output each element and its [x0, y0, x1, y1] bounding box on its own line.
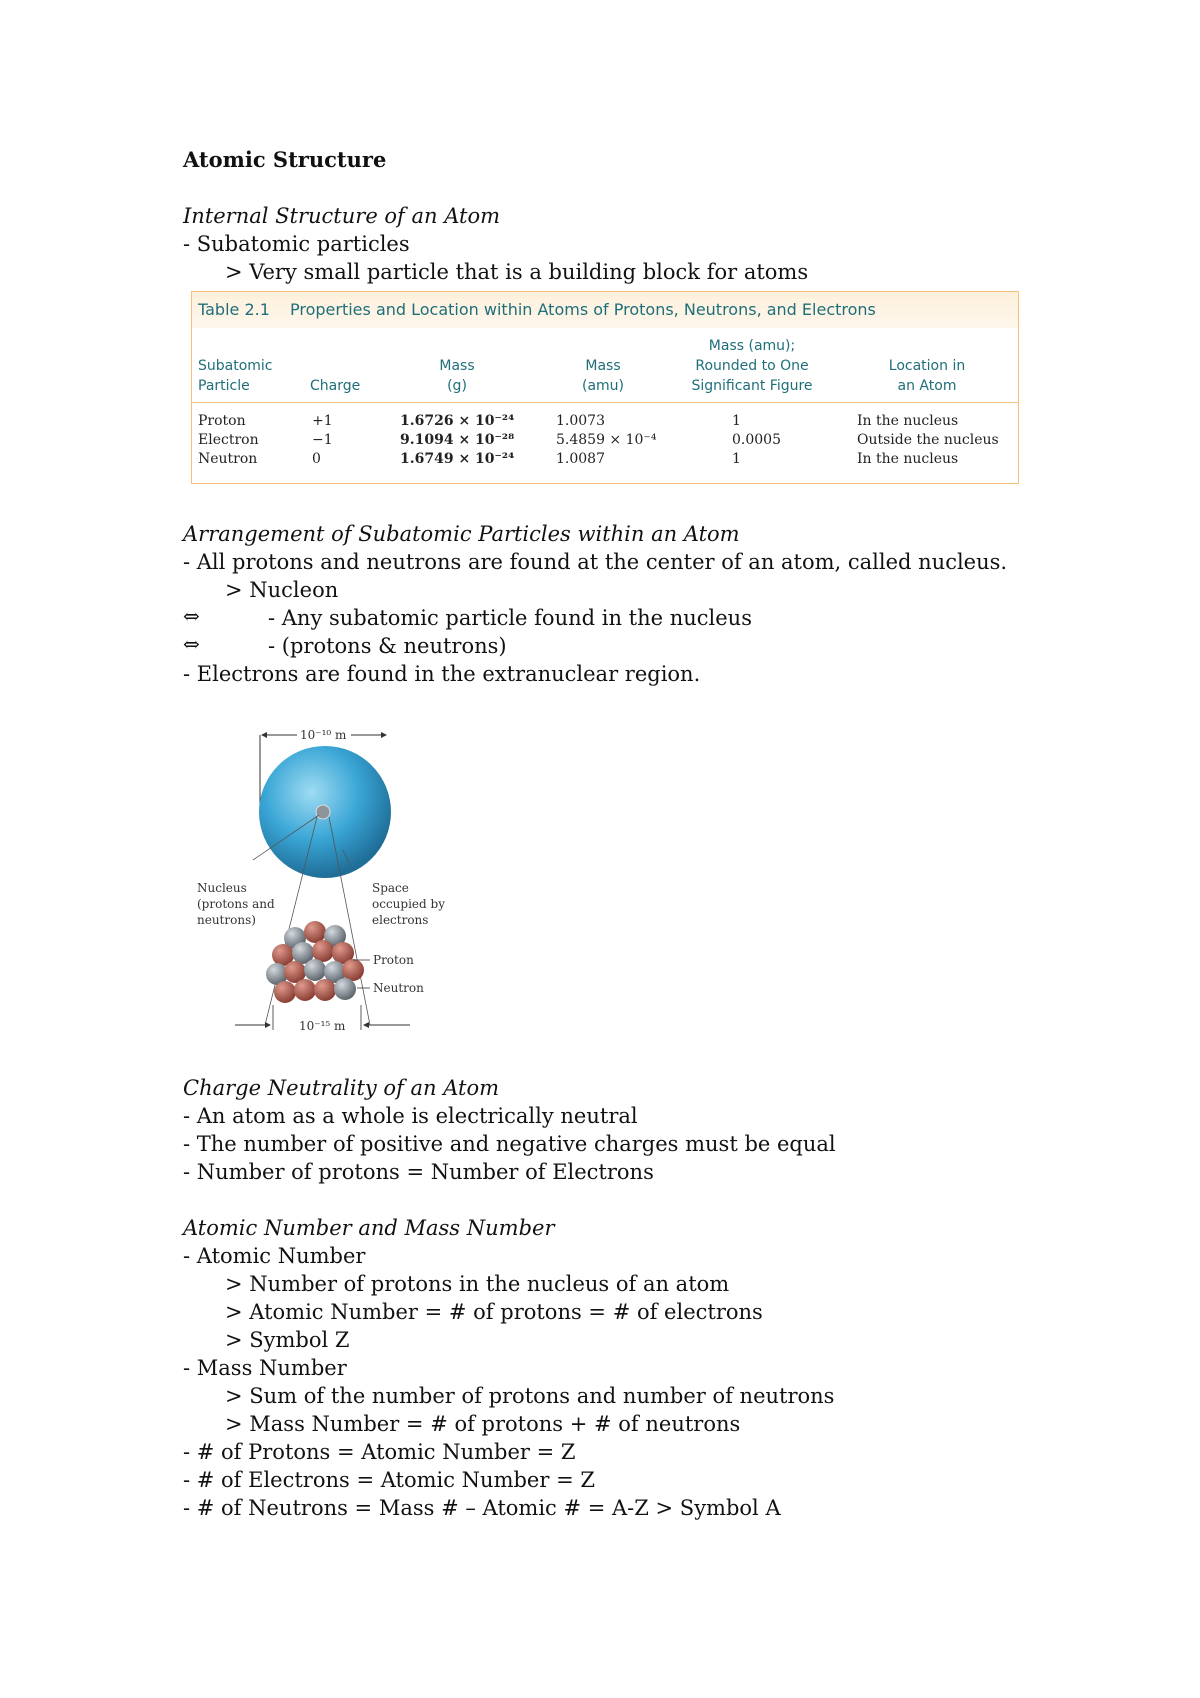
text-line: - Subatomic particles [183, 232, 410, 256]
bullet-arrow-icon: ⇔ [183, 632, 200, 656]
text-line: > Symbol Z [225, 1328, 350, 1352]
col-header-particle: Subatomic Particle [198, 358, 273, 394]
text-line: - # of Neutrons = Mass # – Atomic # = A-Z > Symbol A [183, 1496, 781, 1520]
text-line: - Mass Number [183, 1356, 347, 1380]
text-line: > Mass Number = # of protons + # of neutrons [225, 1412, 741, 1436]
cell-location: Outside the nucleus [857, 432, 999, 448]
col-header-charge: Charge [310, 378, 361, 394]
col-header-mass-g: Mass (g) [439, 358, 475, 394]
cell-rounded: 1 [732, 451, 741, 467]
cell-charge: 0 [312, 451, 321, 467]
proton-label: Proton [373, 953, 414, 967]
table-title: Properties and Location within Atoms of Protons, Neutrons, and Electrons [290, 300, 876, 319]
document-title: Atomic Structure [183, 147, 387, 172]
table-divider [192, 402, 1018, 403]
cell-charge: +1 [312, 413, 333, 429]
text-line: - # of Protons = Atomic Number = Z [183, 1440, 576, 1464]
cell-mass-g: 1.6749 × 10⁻²⁴ [400, 451, 515, 467]
text-line: - The number of positive and negative charges must be equal [183, 1132, 836, 1156]
cell-mass-amu: 1.0073 [556, 413, 605, 429]
section-heading-internal-structure: Internal Structure of an Atom [183, 204, 501, 228]
properties-table [191, 291, 1019, 484]
cell-particle: Proton [198, 413, 246, 429]
bullet-text: - (protons & neutrons) [268, 634, 507, 658]
bullet-arrow-icon: ⇔ [183, 604, 200, 628]
text-line: - All protons and neutrons are found at the center of an atom, called nucleus. [183, 550, 1008, 574]
text-line: - Number of protons = Number of Electrons [183, 1160, 654, 1184]
text-line: - # of Electrons = Atomic Number = Z [183, 1468, 595, 1492]
text-line: > Nucleon [225, 578, 339, 602]
nucleus-cluster [266, 921, 364, 1003]
text-line: - Atomic Number [183, 1244, 366, 1268]
text-line: - Electrons are found in the extranuclear region. [183, 662, 701, 686]
space-label: Space occupied by electrons [372, 881, 445, 927]
cell-particle: Electron [198, 432, 259, 448]
nucleus-dot [316, 805, 330, 819]
cell-location: In the nucleus [857, 413, 959, 429]
text-line: > Atomic Number = # of protons = # of electrons [225, 1300, 763, 1324]
cell-mass-g: 9.1094 × 10⁻²⁸ [400, 432, 515, 448]
top-dimension-label: 10⁻¹⁰ m [300, 728, 347, 742]
cell-mass-g: 1.6726 × 10⁻²⁴ [400, 413, 515, 429]
atom-figure [195, 720, 460, 1040]
cell-mass-amu: 5.4859 × 10⁻⁴ [556, 432, 657, 448]
section-heading-arrangement: Arrangement of Subatomic Particles within an Atom [183, 522, 740, 546]
text-line: > Sum of the number of protons and number of neutrons [225, 1384, 835, 1408]
section-heading-atomic-mass-number: Atomic Number and Mass Number [183, 1216, 555, 1240]
cell-location: In the nucleus [857, 451, 959, 467]
table-number: Table 2.1 [198, 300, 270, 319]
neutron-label: Neutron [373, 981, 424, 995]
bullet-text: - Any subatomic particle found in the nucleus [268, 606, 752, 630]
text-line: > Number of protons in the nucleus of an atom [225, 1272, 730, 1296]
cell-charge: −1 [312, 432, 333, 448]
bottom-dimension-label: 10⁻¹⁵ m [299, 1019, 346, 1033]
nucleus-label: Nucleus (protons and neutrons) [197, 881, 275, 927]
cell-mass-amu: 1.0087 [556, 451, 605, 467]
cell-rounded: 0.0005 [732, 432, 781, 448]
table-caption-bar [192, 292, 1018, 328]
cell-rounded: 1 [732, 413, 741, 429]
text-line: > Very small particle that is a building block for atoms [225, 260, 809, 284]
cell-particle: Neutron [198, 451, 258, 467]
text-line: - An atom as a whole is electrically neutral [183, 1104, 638, 1128]
section-heading-charge-neutrality: Charge Neutrality of an Atom [183, 1076, 500, 1100]
col-header-mass-amu: Mass (amu) [581, 358, 624, 394]
col-header-location: Location in an Atom [888, 358, 966, 394]
col-header-mass-rounded: Mass (amu); Rounded to One Significant Figure [691, 338, 813, 394]
